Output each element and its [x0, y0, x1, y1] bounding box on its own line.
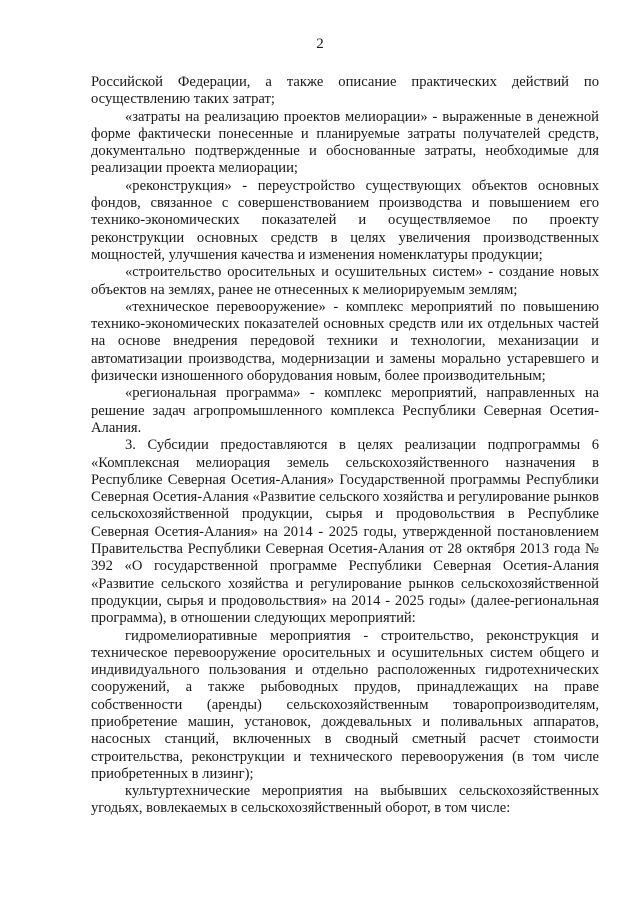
page-number: 2 [316, 36, 324, 52]
definition-reconstruction: «реконструкция» - переустройство существующих объектов основных фондов, связанное с совершенствованием производства и повышением его технико-экономических показателей и осуществляемое по проекту реконструкции основных средств в целях увеличения производственных мощностей, улучшения качества и изменения номенклатуры продукции; [91, 177, 599, 263]
definition-technical-reequipment: «техническое перевооружение» - комплекс мероприятий по повышению технико-экономических показателей основных средств или их отдельных частей на основе внедрения передовой техники и технологии, механизации и автоматизации производства, модернизации и замены морально устаревшего и физически изношенного оборудования новым, более производительным; [91, 298, 599, 385]
definition-project-costs: «затраты на реализацию проектов мелиорации» - выраженные в денежной форме фактически понесенные и планируемые затраты получателей средств, документально подтвержденные и обоснованные затраты, необходимые для реализации проекта мелиорации; [91, 108, 599, 177]
document-text [91, 74, 599, 818]
definition-construction: «строительство оросительных и осушительных систем» - создание новых объектов на землях, ранее не отнесенных к мелиорируемым землям; [91, 264, 599, 298]
hydro-reclamation-measures: гидромелиоративные мероприятия - строительство, реконструкция и техническое перевооружение оросительных и осушительных систем общего и индивидуального пользования и отдельно расположенных гидротехнических сооружений, а также рыбоводных прудов, принадлежащих на праве собственности (аренды) сельскохозяйственным товаропроизводителям, приобретение машин, установок, дождевальных и поливальных аппаратов, насосных станций, включенных в сводный сметный расчет стоимости строительства, реконструкции и технического перевооружения (в том числе приобретенных в лизинг); [91, 627, 599, 782]
cultural-technical-measures: культуртехнические мероприятия на выбывших сельскохозяйственных угодьях, вовлекаемых в сельскохозяйственный оборот, в том числе: [91, 783, 599, 817]
clause-3-subsidies: 3. Субсидии предоставляются в целях реализации подпрограммы 6 «Комплексная мелиорация земель сельскохозяйственного назначения в Республике Северная Осетия-Алания» Государственной программы Республики Северная Осетия-Алания «Развитие сельского хозяйства и регулирование рынков сельскохозяйственной продукции, сырья и продовольствия в Республике Северная Осетия-Алания» на 2014 - 2025 годы, утвержденной постановлением Правительства Республики Северная Осетия-Алания от 28 октября 2013 года № 392 «О государственной программе Республики Северная Осетия-Алания «Развитие сельского хозяйства и регулирование рынков сельскохозяйственной продукции, сырья и продовольствия» на 2014 - 2025 годы» (далее-региональная программа), в отношении следующих мероприятий: [91, 437, 599, 627]
paragraph-continuation: Российской Федерации, а также описание практических действий по осуществлению таких затрат; [91, 74, 599, 108]
definition-regional-program: «региональная программа» - комплекс мероприятий, направленных на решение задач агропромышленного комплекса Республики Северная Осетия-Алания. [91, 385, 599, 436]
